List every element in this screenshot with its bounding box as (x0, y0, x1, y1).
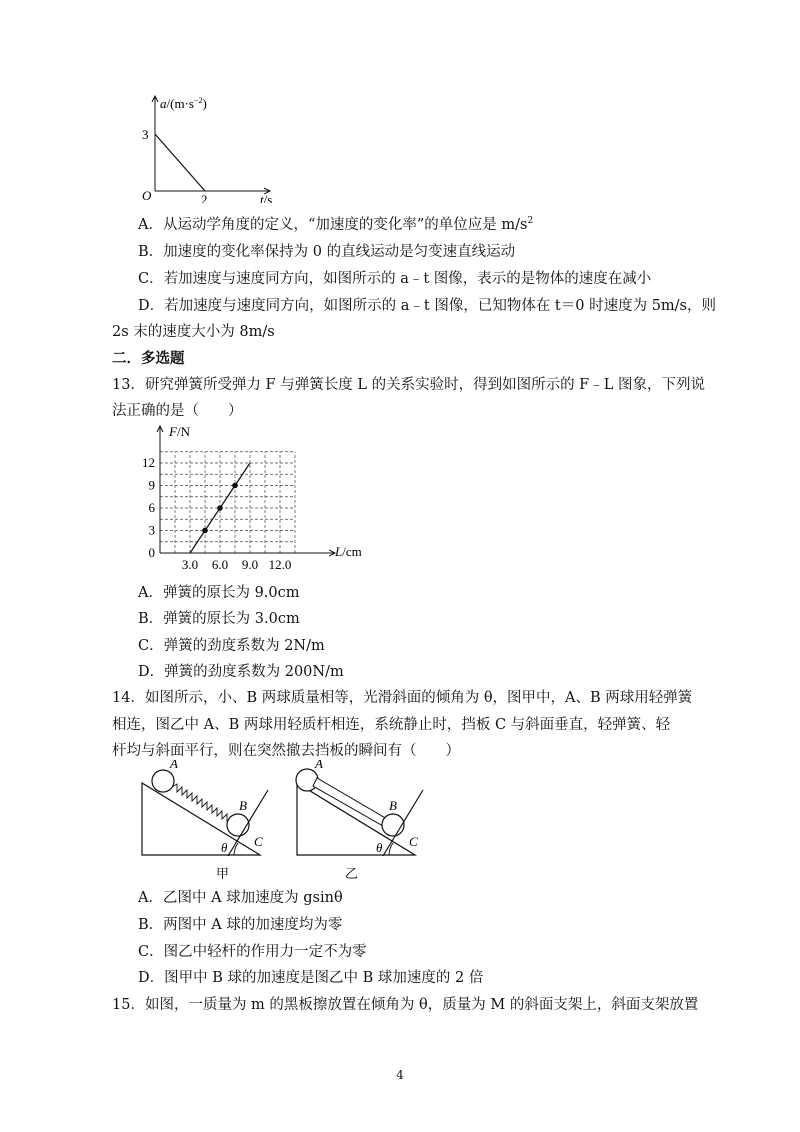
fl-xlabel: L/cm (335, 544, 362, 559)
page-number: 4 (396, 1068, 404, 1082)
q14-option-d: D．图甲中 B 球的加速度是图乙中 B 球加速度的 2 倍 (138, 970, 484, 986)
fl-x-tick-label: 6.0 (211, 557, 229, 572)
q13-option-c: C．弹簧的劲度系数为 2N/m (138, 638, 325, 654)
at-ylabel: $a/(m\cdot s^{-2})$ (160, 96, 207, 111)
q13-option-d: D．弹簧的劲度系数为 200N/m (138, 664, 344, 680)
spring-left (172, 784, 231, 822)
incline-figure-right (285, 760, 435, 885)
ball-b-right (382, 814, 404, 836)
fl-data-point (232, 483, 238, 489)
at-y-tick-3: 3 (142, 127, 149, 142)
label-c-left: C (254, 834, 263, 849)
label-theta-left: θ (221, 840, 228, 855)
label-a-right: A (315, 760, 323, 771)
q12-option-b: B．加速度的变化率保持为 0 的直线运动是匀变速直线运动 (138, 244, 516, 260)
rod-right (313, 778, 387, 826)
q14-option-a: A．乙图中 A 球加速度为 gsinθ (138, 890, 343, 906)
fl-y-tick-label: 6 (148, 500, 155, 515)
q12-option-d-line1: D．若加速度与速度同方向，如图所示的 a﹣t 图像，已知物体在 t＝0 时速度为 5m/s，则 (138, 298, 716, 314)
fl-y-tick-label: 0 (148, 545, 155, 560)
incline-figure-left (130, 760, 280, 885)
label-b-right: B (389, 798, 397, 813)
fl-x-tick-label: 3.0 (181, 557, 199, 572)
ball-a-right (296, 769, 318, 791)
caption-right: 乙 (345, 866, 359, 881)
fl-data-point (202, 528, 208, 534)
fl-x-tick-label: 9.0 (241, 557, 259, 572)
ball-a-left (152, 770, 174, 792)
label-theta-right: θ (376, 840, 383, 855)
q13-option-b: B．弹簧的原长为 3.0cm (138, 611, 300, 627)
q14-option-b: B．两图中 A 球的加速度均为零 (138, 917, 343, 933)
fl-grid (160, 452, 295, 553)
fl-x-tick-label: 12.0 (268, 557, 292, 572)
at-xlabel: t/s (260, 192, 273, 203)
q13-option-a: A．弹簧的原长为 9.0cm (138, 585, 300, 601)
label-c-right: C (409, 834, 418, 849)
q13-stem-line1: 13．研究弹簧所受弹力 F 与弹簧长度 L 的关系实验时，得到如图所示的 F﹣L 图象，下列说 (112, 377, 705, 393)
caption-left: 甲 (216, 866, 230, 881)
fl-graph (135, 420, 375, 580)
q12-option-d-line2: 2s 末的速度大小为 8m/s (112, 324, 275, 340)
fl-data-point (217, 505, 223, 511)
q14-stem-line1: 14．如图所示，小、B 两球质量相等，光滑斜面的倾角为 θ，图甲中，A、B 两球用轻弹簧 (112, 690, 693, 706)
q12-option-a: A．从运动学角度的定义，“加速度的变化率”的单位应是 $m/s^2$ (138, 216, 534, 233)
at-x-tick-2: 2 (201, 192, 208, 203)
at-data-line (155, 134, 205, 191)
fl-y-tick-label: 3 (148, 522, 155, 538)
at-origin-label: O (142, 188, 152, 203)
fl-ylabel: F/N (169, 424, 190, 439)
section-heading: 二．多选题 (112, 351, 185, 367)
ball-b-left (227, 814, 249, 836)
q12-option-c: C．若加速度与速度同方向，如图所示的 a﹣t 图像，表示的是物体的速度在减小 (138, 271, 652, 287)
at-graph (130, 88, 290, 203)
q14-stem-line3: 杆均与斜面平行，则在突然撤去挡板的瞬间有（ ） (112, 743, 460, 759)
q14-option-c: C．图乙中轻杆的作用力一定不为零 (138, 944, 367, 960)
q14-stem-line2: 相连，图乙中 A、B 两球用轻质杆相连，系统静止时，挡板 C 与斜面垂直，轻弹簧、轻 (112, 717, 671, 733)
q15-stem-line1: 15．如图，一质量为 m 的黑板擦放置在倾角为 θ，质量为 M 的斜面支架上，斜面支架放置 (112, 997, 699, 1013)
label-b-left: B (239, 798, 247, 813)
fl-y-tick-label: 9 (148, 477, 155, 493)
q13-stem-line2: 法正确的是（ ） (112, 403, 243, 419)
fl-y-tick-label: 12 (142, 455, 155, 470)
label-a-left: A (170, 760, 178, 771)
